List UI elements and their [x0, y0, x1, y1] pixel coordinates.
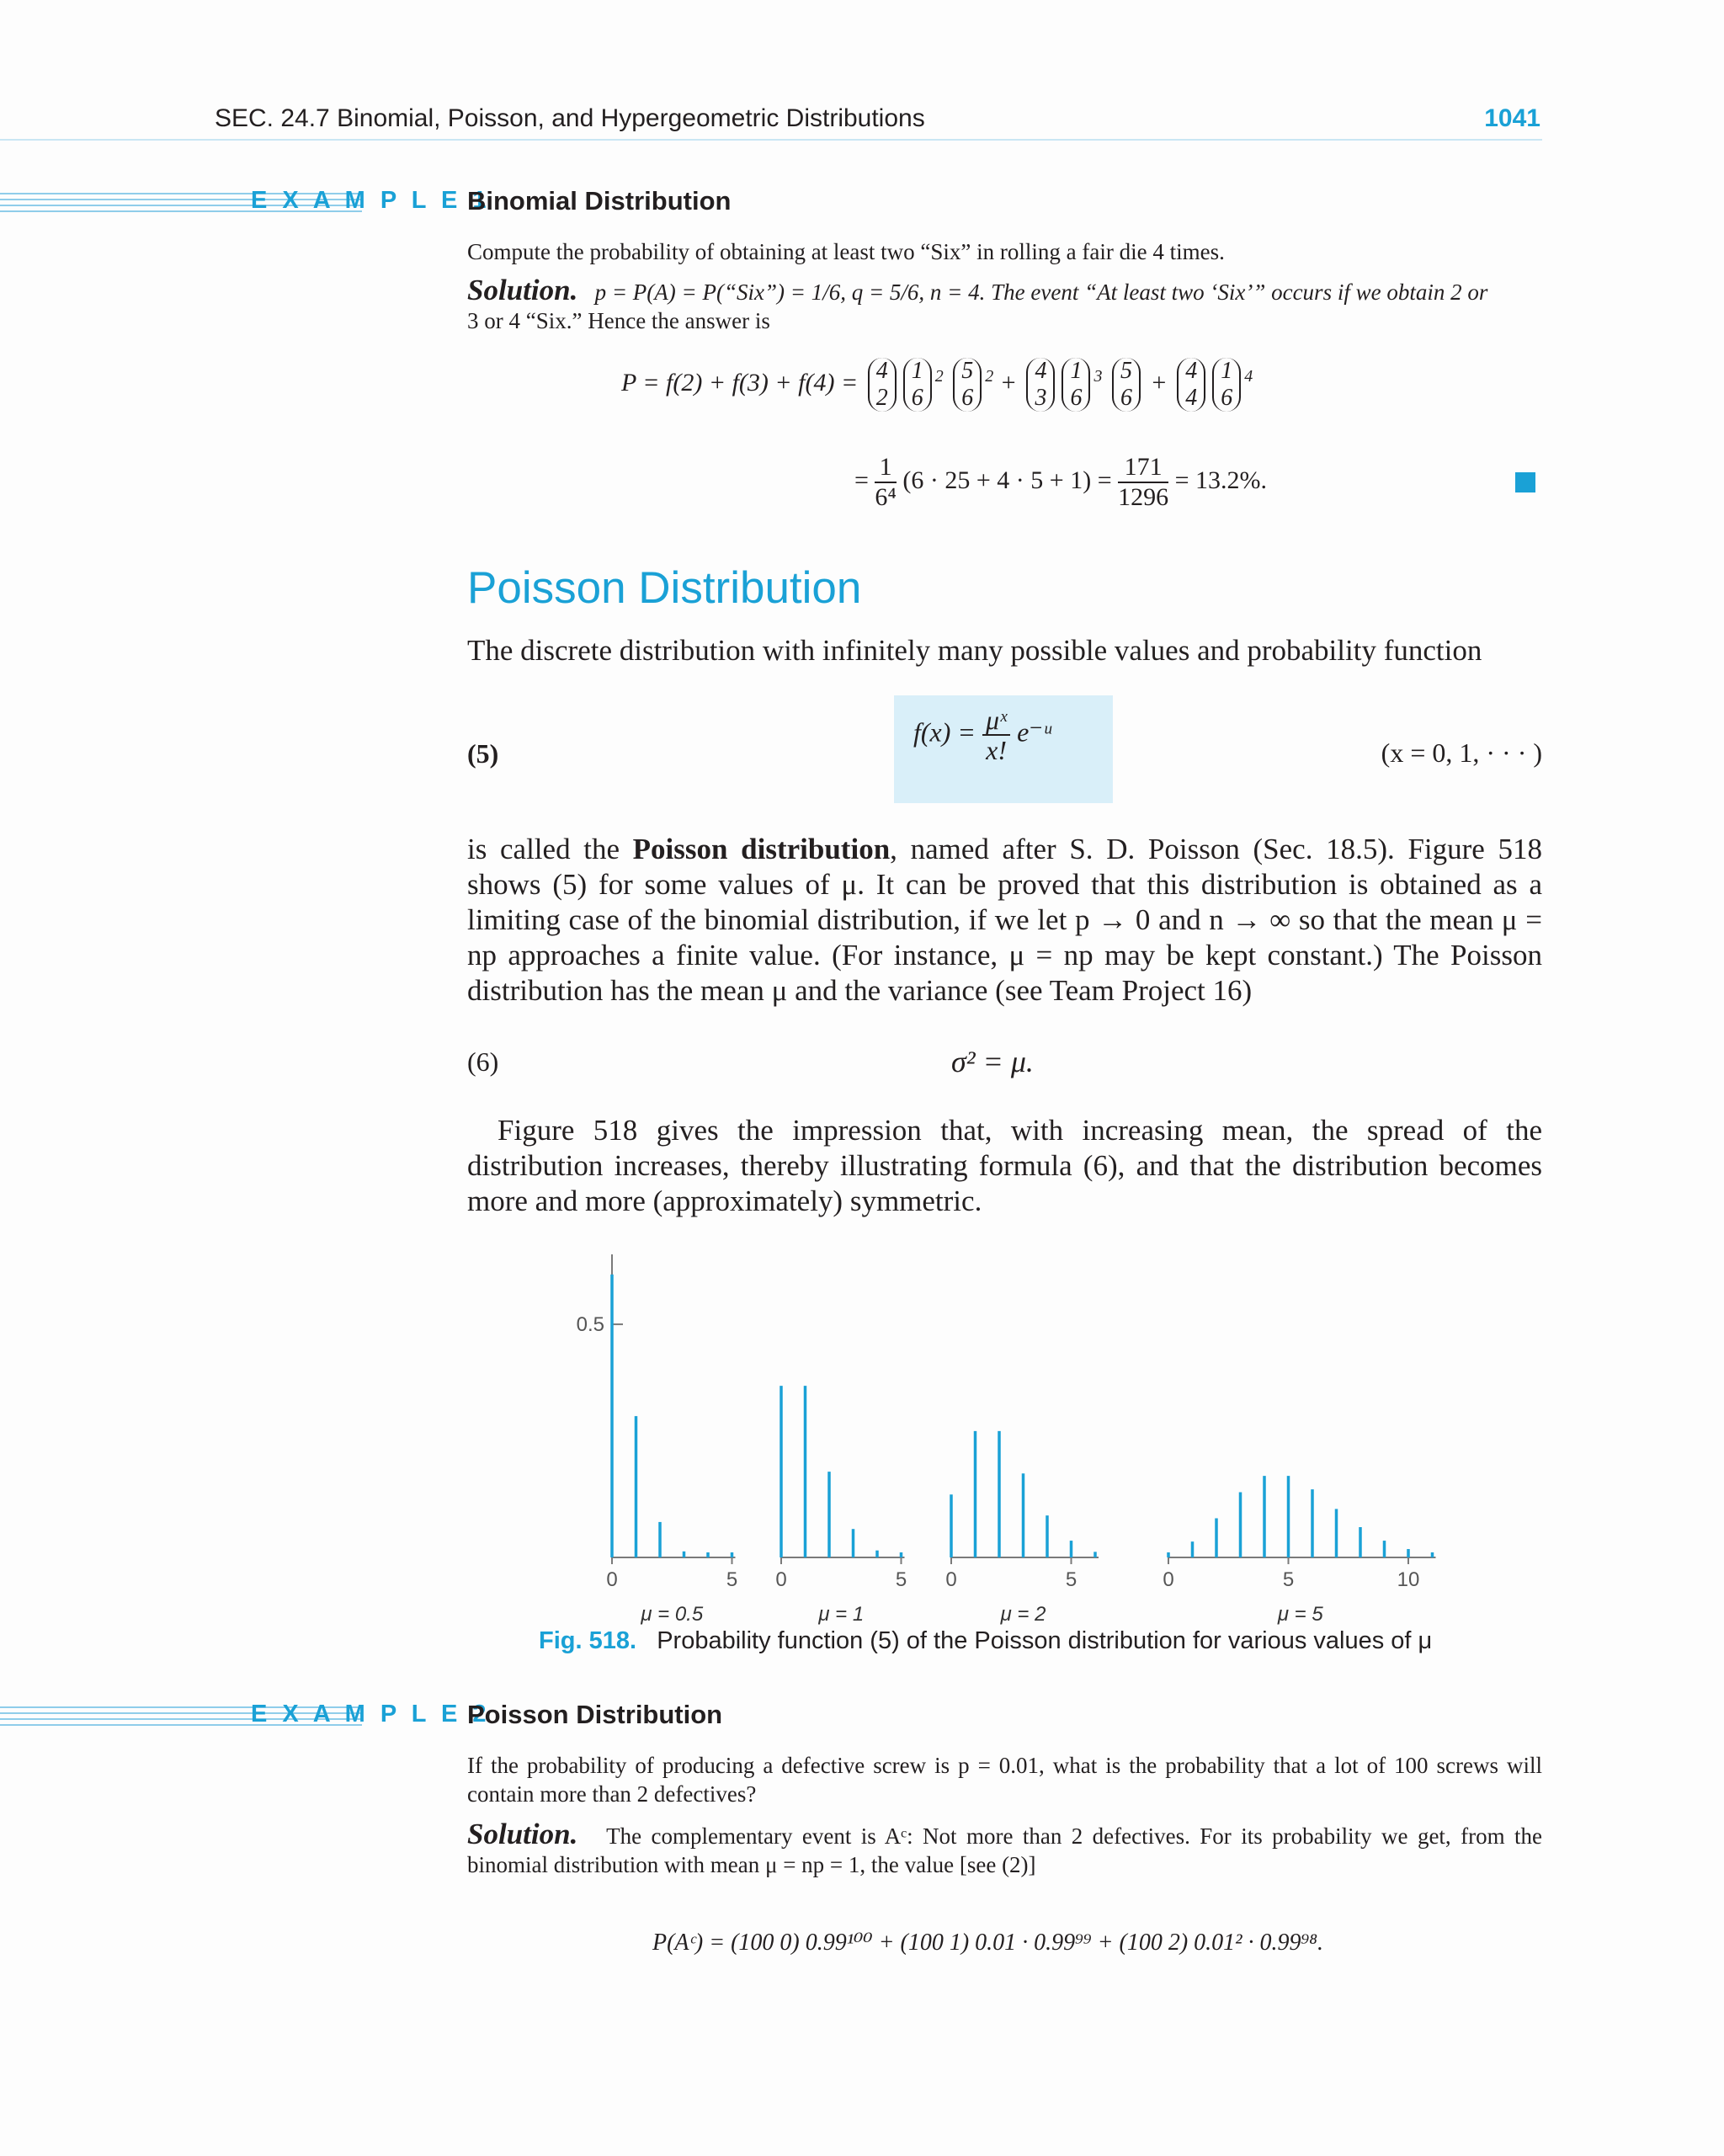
x-tick-label-panel-1: 5	[726, 1568, 738, 1591]
binom-4-2: 4 2	[868, 358, 897, 412]
example-1-title: Binomial Distribution	[467, 186, 732, 216]
panel-label-2: μ = 1	[818, 1603, 865, 1625]
binomial-sum-equation: P = f(2) + f(3) + f(4) = 4 21 $6^2$ 5 $6^2 + 4$ 31 $6^3$ 5 6 + 4 41 $6^4$	[621, 358, 1253, 411]
eq5-exp: e⁻ᵘ	[1017, 716, 1051, 748]
solution-text-b: 3 or 4 “Six.” Hence the answer is	[467, 308, 770, 333]
equation-5	[913, 705, 1107, 798]
example-2-problem: If the probability of producing a defective screw is p = 0.01, what is the probability that a lot of 100 screws will contain more than 2 defectives?	[467, 1753, 1542, 1807]
paren-5-6: 5 6	[953, 358, 982, 412]
x-tick-label-panel-4: 5	[1282, 1568, 1295, 1591]
x-tick-label-panel-2: 5	[895, 1568, 907, 1591]
panel-label-4: μ = 5	[1277, 1603, 1323, 1625]
eq5-den: x!	[986, 735, 1007, 765]
panel-label-3: μ = 2	[1000, 1603, 1046, 1625]
solution-2-text: The complementary event is Aᶜ: Not more than 2 defectives. For its probability we get, from the binomial distribution with mean μ = np = 1, the value [see (2)]	[467, 1823, 1542, 1877]
eq5-number: (5)	[467, 738, 499, 769]
frac2-den: 1296	[1118, 483, 1169, 511]
poisson-paragraph-2: Figure 518 gives the impression that, with increasing mean, the spread of the distribution increases, thereby illustrating formula (6), and that the distribution becomes more and more (approximately) symmetric.	[467, 1114, 1542, 1217]
example-2-tag: E X A M P L E 2	[251, 1701, 491, 1727]
eq-mid: (6 · 25 + 4 · 5 + 1) =	[902, 466, 1112, 494]
caption-label: Fig. 518.	[539, 1627, 637, 1654]
eq-lhs: P = f(2) + f(3) + f(4) =	[621, 368, 859, 397]
paren-1-6b: 1 6	[1062, 358, 1090, 412]
example-1-tag: E X A M P L E 1	[251, 187, 491, 214]
page-number: 1041	[1484, 104, 1540, 132]
frac1-num: 1	[875, 453, 896, 483]
paren-1-6c: 1 6	[1212, 358, 1241, 412]
panel-label-1: μ = 0.5	[641, 1603, 704, 1625]
eq5-range: (x = 0, 1, · · · )	[1381, 737, 1542, 768]
solution-text-a: p = P(A) = P(“Six”) = 1/6, q = 5/6, n = 4. The event “At least two ‘Six’” occurs if we obtain 2 or	[594, 279, 1488, 305]
x-tick-label-panel-3: 5	[1065, 1568, 1078, 1591]
eq-end: = 13.2%.	[1174, 466, 1268, 494]
eq6-number: (6)	[467, 1046, 499, 1077]
fraction-171-1296	[1118, 453, 1168, 512]
x-tick-label-panel-1: 0	[606, 1568, 618, 1591]
binom-4-3: 4 3	[1026, 358, 1055, 412]
para1-post: , named after S. D. Poisson (Sec. 18.5). Figure 518 shows (5) for some values of μ. It can be proved that this distribution is obtained as a limiting case of the binomial distribution, if we let p → 0 and n → ∞ so that the mean μ = np approaches a finite value. (For instance, μ = np may be kept constant.) The Poisson distribution has the mean μ and the variance (see Team Project 16)	[467, 833, 1542, 1007]
binomial-result-equation	[854, 453, 1326, 520]
poisson-paragraph-1	[467, 832, 1542, 1009]
example-2-solution	[467, 1820, 1542, 1879]
para1-bold: Poisson distribution	[632, 833, 891, 865]
header-rule	[0, 139, 1542, 141]
solution-label: Solution.	[467, 274, 578, 306]
paren-5-6b: 5 6	[1112, 358, 1141, 412]
caption-text: Probability function (5) of the Poisson distribution for various values of μ	[657, 1627, 1433, 1654]
eq5-lhs: f(x) =	[913, 716, 976, 748]
poisson-intro: The discrete distribution with infinitely many possible values and probability function	[467, 634, 1482, 667]
eq5-fraction	[982, 705, 1010, 764]
solution-2-label: Solution.	[467, 1818, 578, 1850]
eq5-num: μˣ	[982, 705, 1010, 736]
paren-1-6: 1 6	[903, 358, 932, 412]
frac1-den: 6⁴	[875, 483, 897, 511]
figure-caption	[539, 1627, 1432, 1655]
x-tick-label-panel-3: 0	[945, 1568, 957, 1591]
fraction-1-over-6-4	[875, 453, 896, 512]
example-2-equation: P(Aᶜ) = (100 0) 0.99¹⁰⁰ + (100 1) 0.01 · 0.99⁹⁹ + (100 2) 0.01² · 0.99⁹⁸.	[652, 1930, 1324, 1956]
section-heading: Poisson Distribution	[467, 563, 862, 613]
para1-pre: is called the	[467, 833, 633, 865]
binom-4-4: 4 4	[1177, 358, 1205, 412]
end-of-example-marker	[1515, 472, 1535, 492]
frac2-num: 171	[1118, 453, 1168, 483]
x-tick-label-panel-4: 10	[1397, 1568, 1420, 1591]
example-2-title: Poisson Distribution	[467, 1700, 723, 1729]
y-tick-label: 0.5	[576, 1313, 604, 1337]
x-tick-label-panel-4: 0	[1163, 1568, 1174, 1591]
running-head	[215, 104, 1540, 138]
poisson-chart	[556, 1246, 1448, 1625]
x-tick-label-panel-2: 0	[775, 1568, 787, 1591]
example-1-solution	[467, 276, 1542, 335]
example-1-problem: Compute the probability of obtaining at least two “Six” in rolling a fair die 4 times.	[467, 239, 1225, 264]
equation-6: σ² = μ.	[951, 1045, 1034, 1078]
section-title: SEC. 24.7 Binomial, Poisson, and Hypergeometric Distributions	[215, 104, 925, 132]
equals-sign: =	[854, 466, 869, 494]
